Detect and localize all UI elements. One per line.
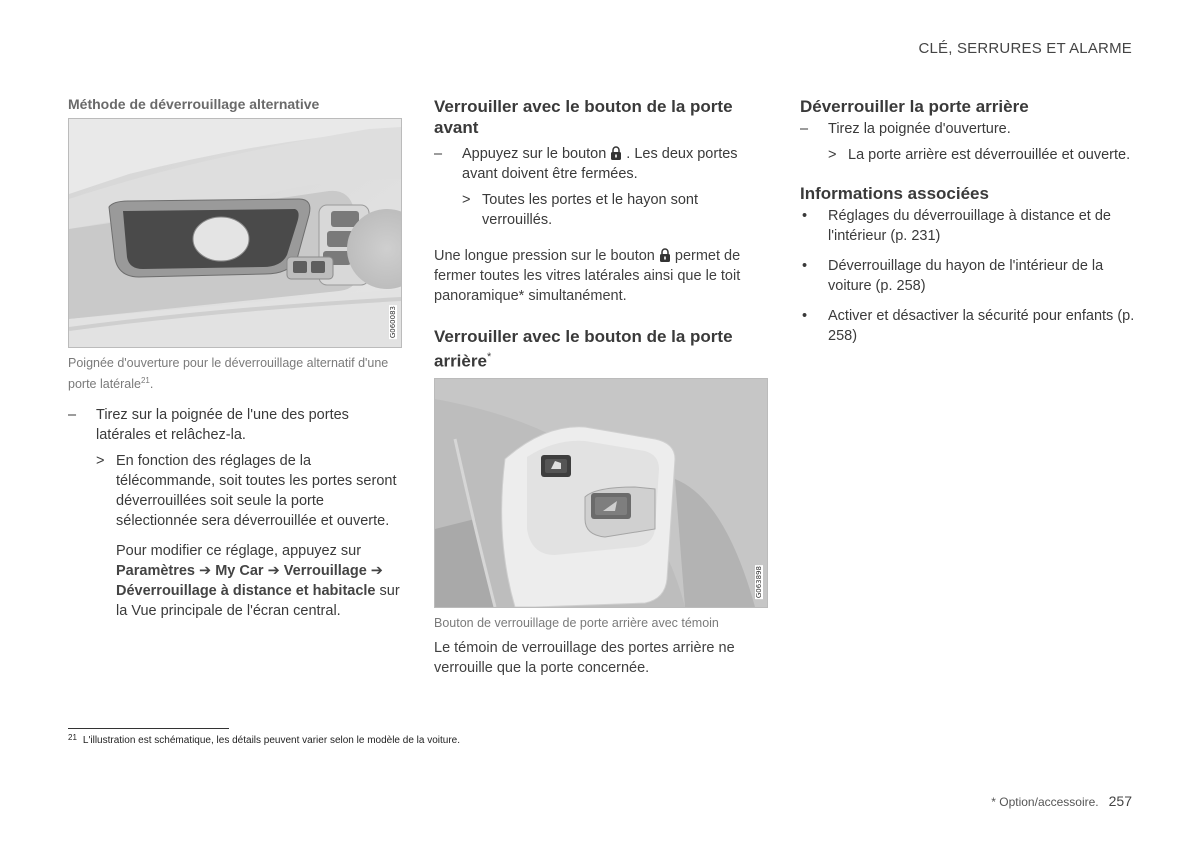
para-a: Une longue pression sur le bouton: [434, 248, 655, 264]
para-end: sur la Vue principale de l'écran central.: [116, 583, 400, 620]
result-text: La porte arrière est déverrouillée et ouverte.: [848, 147, 1131, 163]
related-link-text[interactable]: Déverrouillage du hayon de l'intérieur de la voiture (p. 258): [828, 258, 1104, 294]
rear-lock-drawing: [435, 379, 767, 607]
result-item: [434, 190, 768, 230]
page-number: 257: [1108, 793, 1132, 809]
column-middle: [434, 96, 768, 678]
step-text: Tirez la poignée d'ouverture.: [828, 121, 1011, 137]
menu-path: Paramètres ➔ My Car ➔ Verrouillage ➔ Déverrouillage à distance et habitacle: [116, 563, 383, 600]
para-b: permet de fermer toutes les vitres latérales ainsi que le toit panoramique* simultanément.: [434, 248, 741, 304]
caption-end: .: [149, 377, 154, 392]
section-heading-unlock-rear: Déverrouiller la porte arrière: [800, 97, 1029, 116]
step-item: [800, 119, 1136, 139]
result-marker: >: [828, 147, 837, 163]
settings-paragraph: [68, 541, 400, 621]
footnote: [68, 733, 460, 746]
result-marker: >: [96, 453, 105, 470]
step-text-b: . Les deux portes avant doivent être fermées.: [462, 146, 738, 182]
related-link-text[interactable]: Activer et désactiver la sécurité pour enfants (p. 258): [828, 308, 1135, 344]
figure-caption: Bouton de verrouillage de porte arrière avec témoin: [434, 615, 719, 630]
page-footer: [991, 793, 1132, 809]
heading-text: Verrouiller avec le bouton de la porte arrière: [434, 327, 733, 371]
result-text: Toutes les portes et le hayon sont verrouillés.: [482, 192, 699, 228]
related-link-item[interactable]: [800, 256, 1136, 296]
column-right: [800, 96, 1136, 352]
figure-code: G063898: [755, 565, 763, 598]
related-link-text[interactable]: Réglages du déverrouillage à distance et de l'intérieur (p. 231): [828, 208, 1111, 244]
lock-icon: [610, 146, 622, 160]
column-left: [68, 96, 400, 621]
related-link-item[interactable]: [800, 206, 1136, 246]
lock-icon: [659, 248, 671, 262]
dash-marker: –: [68, 407, 77, 424]
related-link-item[interactable]: [800, 306, 1136, 346]
result-marker: >: [462, 192, 471, 208]
section-heading-front-door: Verrouiller avec le bouton de la porte avant: [434, 97, 733, 137]
footnote-divider: [68, 728, 229, 729]
dash-marker: –: [800, 121, 809, 137]
step-item: [434, 144, 768, 184]
para-intro: Pour modifier ce réglage, appuyez sur: [116, 543, 362, 560]
result-text: En fonction des réglages de la télécommande, soit toutes les portes seront déverrouillées soit seule la porte sélectionnée sera déverrouillée et ouverte.: [116, 453, 397, 530]
footnote-ref: 21: [140, 376, 150, 385]
bullet-marker: •: [802, 208, 808, 224]
footnote-number: 21: [68, 733, 77, 742]
bullet-marker: •: [802, 308, 808, 324]
step-text: Tirez sur la poignée de l'une des portes latérales et relâchez-la.: [96, 407, 349, 444]
option-note: * Option/accessoire.: [991, 795, 1099, 809]
page-header-title: CLÉ, SERRURES ET ALARME: [918, 40, 1132, 57]
section-subheading: Méthode de déverrouillage alternative: [68, 96, 320, 112]
rear-lock-button-illustration: [434, 378, 768, 608]
bullet-marker: •: [802, 258, 808, 274]
long-press-paragraph: [434, 246, 768, 306]
figure-code: G060083: [389, 305, 397, 338]
option-star: *: [486, 351, 492, 363]
caption-text: Poignée d'ouverture pour le déverrouillage alternatif d'une porte latérale: [68, 356, 389, 392]
section-heading-related: Informations associées: [800, 184, 989, 203]
door-handle-drawing: [69, 119, 401, 347]
step-text-a: Appuyez sur le bouton: [462, 146, 607, 162]
section-heading-rear-door: [434, 326, 768, 372]
indicator-paragraph: Le témoin de verrouillage des portes arrière ne verrouille que la porte concernée.: [434, 639, 735, 676]
door-handle-illustration: [68, 118, 402, 348]
result-item: [800, 145, 1136, 165]
dash-marker: –: [434, 146, 443, 162]
footnote-text: L'illustration est schématique, les détails peuvent varier selon le modèle de la voiture.: [82, 735, 461, 746]
figure-caption: [68, 354, 400, 393]
result-item: [68, 451, 400, 531]
step-item: [68, 405, 400, 445]
